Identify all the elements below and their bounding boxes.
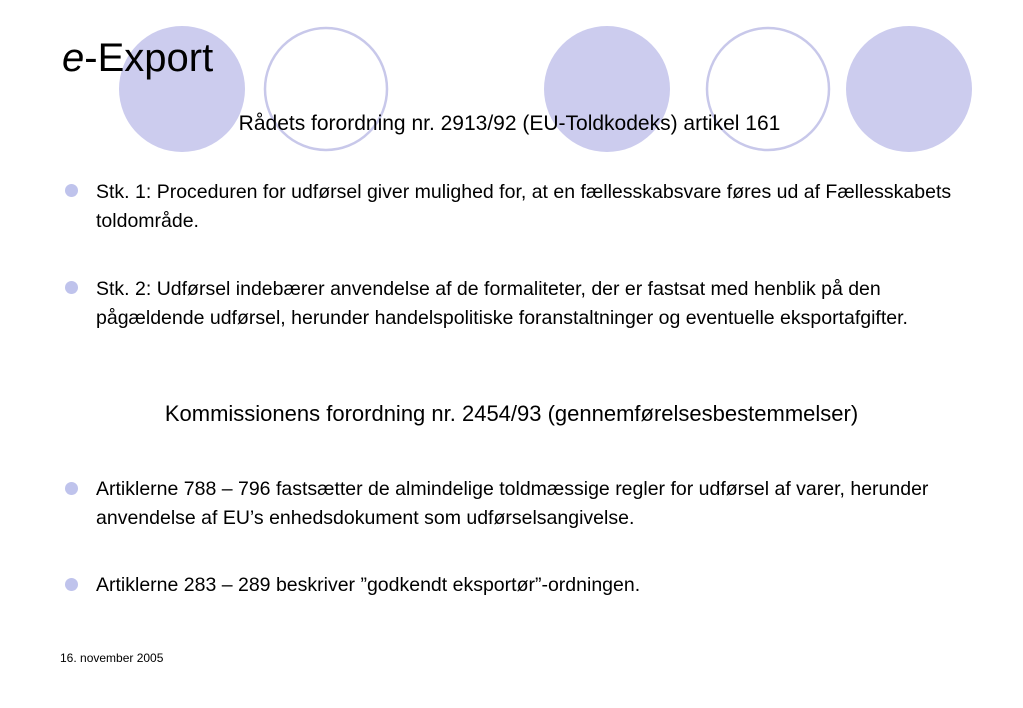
bullet-marker [65,482,78,495]
footer-date: 16. november 2005 [60,651,164,665]
bullet-text-stk-1: Stk. 1: Proceduren for udførsel giver mulighed for, at en fællesskabsvare føres ud af Fællesskabets toldområde. [96,181,952,232]
bullet-text-articles-283-289: Artiklerne 283 – 289 beskriver ”godkendt eksportør”-ordningen. [96,574,641,596]
slide-title-prefix: e [62,36,85,80]
bullet-text-articles-788-796: Artiklerne 788 – 796 fastsætter de almindelige toldmæssige regler for udførsel af varer, herunder anvendelse af EU’s enhedsdokument som udførselsangivelse. [96,478,929,529]
bullet-marker [65,578,78,591]
council-regulation-heading: Rådets forordning nr. 2913/92 (EU-Toldkodeks) artikel 161 [238,112,781,135]
bullet-marker [65,281,78,294]
bullet-text-stk-2: Stk. 2: Udførsel indebærer anvendelse af de formaliteter, der er fastsat med henblik på den pågældende udførsel, herunder handelspolitiske foranstaltninger og eventuelle eksportafgifter. [96,278,908,329]
decorative-circles [0,0,1023,200]
slide-title [62,34,213,82]
bullet-marker [65,184,78,197]
slide-title-main: -Export [84,36,214,80]
commission-regulation-heading: Kommissionens forordning nr. 2454/93 (gennemførelsesbestemmelser) [164,401,859,426]
